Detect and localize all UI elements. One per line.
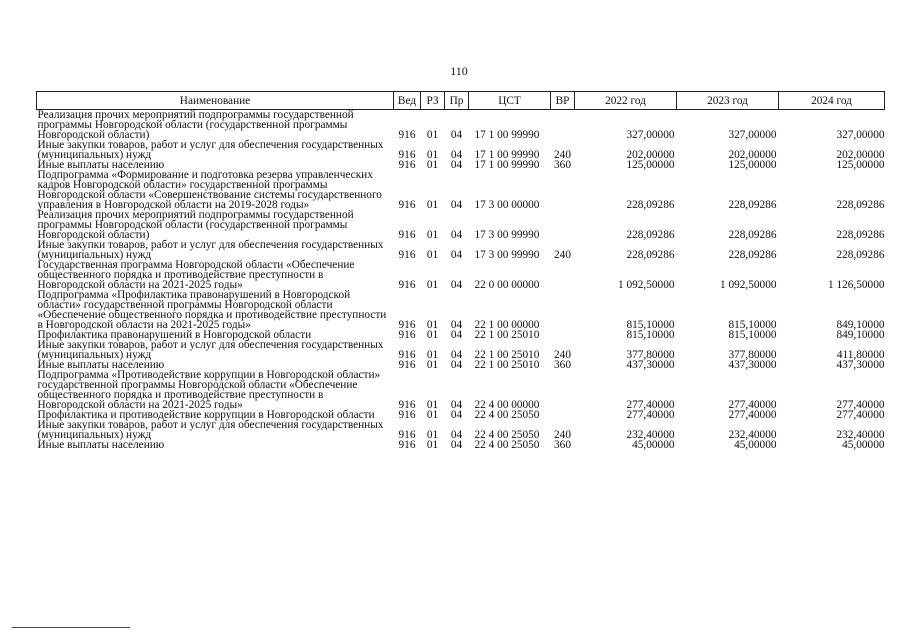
cell-2022: 45,00000 <box>632 439 675 451</box>
cell-ved: 916 <box>398 149 416 161</box>
cell-vr <box>551 330 575 340</box>
cell-rz: 01 <box>426 199 439 211</box>
cell-vr <box>551 370 575 410</box>
table-row <box>37 260 885 290</box>
cell-2022: 202,00000 <box>626 149 675 161</box>
cell-2024: 228,09286 <box>836 229 885 241</box>
cell-pr: 04 <box>450 399 463 411</box>
cell-2023: 232,40000 <box>728 429 777 441</box>
cell-pr: 04 <box>450 199 463 211</box>
cell-vr: 360 <box>554 159 571 171</box>
cell-vr <box>551 170 575 210</box>
cell-rz: 01 <box>426 439 439 451</box>
cell-2024: 228,09286 <box>836 249 885 261</box>
cell-pr: 04 <box>450 429 463 441</box>
cell-ved: 916 <box>398 439 416 451</box>
cell-2022: 815,10000 <box>626 329 675 341</box>
cell-rz: 01 <box>426 279 439 291</box>
cell-2023: 377,80000 <box>728 349 777 361</box>
cell-2024: 45,00000 <box>842 439 885 451</box>
cell-ved: 916 <box>398 319 416 331</box>
cell-2022: 277,40000 <box>626 399 675 411</box>
cell-pr: 04 <box>450 409 463 421</box>
cell-cst: 22 4 00 25050 <box>474 409 540 421</box>
table-row <box>37 340 885 360</box>
cell-rz: 01 <box>426 159 439 171</box>
cell-2023: 202,00000 <box>728 149 777 161</box>
cell-name: Реализация прочих мероприятий подпрограммы государственной программы Новгородской области (государственной программы Новгородской области) <box>37 109 354 141</box>
cell-2024: 125,00000 <box>836 159 885 171</box>
header-2024: 2024 год <box>779 92 885 110</box>
cell-2022: 327,00000 <box>626 129 675 141</box>
cell-2024: 1 126,50000 <box>828 279 885 291</box>
cell-pr: 04 <box>450 129 463 141</box>
cell-name: Иные выплаты населению <box>37 439 165 451</box>
table-row <box>37 170 885 210</box>
cell-2022: 228,09286 <box>626 199 675 211</box>
cell-ved: 916 <box>398 359 416 371</box>
cell-pr: 04 <box>450 279 463 291</box>
header-pr: Пр <box>445 92 469 110</box>
cell-rz: 01 <box>426 149 439 161</box>
header-2022: 2022 год <box>575 92 677 110</box>
cell-cst: 22 0 00 00000 <box>474 279 540 291</box>
cell-pr: 04 <box>450 149 463 161</box>
cell-ved: 916 <box>398 349 416 361</box>
cell-vr <box>551 260 575 290</box>
header-rz: РЗ <box>421 92 445 110</box>
table-row <box>37 440 885 450</box>
cell-name: Иные закупки товаров, работ и услуг для обеспечения государственных (муниципальных) нужд <box>37 139 384 161</box>
cell-2024: 232,40000 <box>836 429 885 441</box>
cell-cst: 17 3 00 99990 <box>474 249 540 261</box>
cell-vr <box>551 210 575 240</box>
cell-rz: 01 <box>426 319 439 331</box>
cell-name: Иные закупки товаров, работ и услуг для обеспечения государственных (муниципальных) нужд <box>37 339 384 361</box>
cell-2024: 849,10000 <box>836 319 885 331</box>
cell-pr: 04 <box>450 319 463 331</box>
table-row <box>37 210 885 240</box>
header-ved: Вед <box>394 92 421 110</box>
cell-rz: 01 <box>426 429 439 441</box>
cell-rz: 01 <box>426 399 439 411</box>
cell-name: Подпрограмма «Профилактика правонарушений в Новгородской области» государственной программы Новгородской области «Обеспечение общественного порядка и противодействие преступности в Новгородской области на 2021-2025 годы» <box>37 289 387 331</box>
footnote-divider <box>12 627 130 628</box>
cell-vr: 240 <box>554 429 571 441</box>
cell-cst: 22 1 00 25010 <box>474 359 540 371</box>
cell-rz: 01 <box>426 409 439 421</box>
table-row <box>37 140 885 160</box>
cell-cst: 22 4 00 25050 <box>474 439 540 451</box>
cell-rz: 01 <box>426 349 439 361</box>
cell-name: Иные выплаты населению <box>37 159 165 171</box>
cell-2024: 228,09286 <box>836 199 885 211</box>
cell-2023: 45,00000 <box>734 439 777 451</box>
cell-2022: 815,10000 <box>626 319 675 331</box>
cell-2022: 232,40000 <box>626 429 675 441</box>
cell-pr: 04 <box>450 359 463 371</box>
cell-2022: 125,00000 <box>626 159 675 171</box>
cell-cst: 22 1 00 25010 <box>474 349 540 361</box>
cell-rz: 01 <box>426 359 439 371</box>
cell-name: Реализация прочих мероприятий подпрограммы государственной программы Новгородской области (государственной программы Новгородской области) <box>37 209 354 241</box>
cell-2024: 437,30000 <box>836 359 885 371</box>
cell-2024: 411,80000 <box>836 349 885 361</box>
cell-vr <box>551 110 575 141</box>
cell-name: Иные закупки товаров, работ и услуг для обеспечения государственных (муниципальных) нужд <box>37 419 384 441</box>
cell-2024: 277,40000 <box>836 399 885 411</box>
cell-name: Иные выплаты населению <box>37 359 165 371</box>
table-row <box>37 370 885 410</box>
cell-vr: 240 <box>554 249 571 261</box>
cell-2022: 1 092,50000 <box>618 279 675 291</box>
cell-pr: 04 <box>450 229 463 241</box>
cell-ved: 916 <box>398 249 416 261</box>
cell-pr: 04 <box>450 249 463 261</box>
cell-pr: 04 <box>450 349 463 361</box>
cell-2024: 849,10000 <box>836 329 885 341</box>
cell-2022: 228,09286 <box>626 249 675 261</box>
cell-ved: 916 <box>398 409 416 421</box>
table-row <box>37 240 885 260</box>
cell-cst: 17 1 00 99990 <box>474 159 540 171</box>
cell-rz: 01 <box>426 229 439 241</box>
cell-cst: 22 4 00 00000 <box>474 399 540 411</box>
cell-2023: 815,10000 <box>728 319 777 331</box>
cell-2024: 277,40000 <box>836 409 885 421</box>
page-number: 110 <box>450 64 468 78</box>
cell-ved: 916 <box>398 229 416 241</box>
budget-table <box>36 91 885 450</box>
cell-cst: 17 1 00 99990 <box>474 129 540 141</box>
cell-2023: 228,09286 <box>728 229 777 241</box>
cell-pr: 04 <box>450 439 463 451</box>
cell-pr: 04 <box>450 159 463 171</box>
cell-vr: 240 <box>554 349 571 361</box>
cell-rz: 01 <box>426 129 439 141</box>
cell-cst: 17 3 00 00000 <box>474 199 540 211</box>
cell-pr: 04 <box>450 329 463 341</box>
cell-name: Подпрограмма «Формирование и подготовка резерва управленческих кадров Новгородской области» государственной программы Новгородской области «Совершенствование системы государственного управления в Новгородской области на 2019-2028 годы» <box>37 169 382 211</box>
cell-name: Профилактика правонарушений в Новгородской области <box>37 329 312 341</box>
cell-name: Государственная программа Новгородской области «Обеспечение общественного порядка и противодействие преступности в Новгородской области на 2021-2025 годы» <box>37 259 355 291</box>
cell-vr: 360 <box>554 439 571 451</box>
cell-2023: 437,30000 <box>728 359 777 371</box>
header-vr: ВР <box>551 92 575 110</box>
cell-2022: 228,09286 <box>626 229 675 241</box>
header-name: Наименование <box>37 92 394 110</box>
cell-name: Иные закупки товаров, работ и услуг для обеспечения государственных (муниципальных) нужд <box>37 239 384 261</box>
cell-name: Профилактика и противодействие коррупции в Новгородской области <box>37 409 375 421</box>
cell-2023: 815,10000 <box>728 329 777 341</box>
cell-cst: 22 1 00 00000 <box>474 319 540 331</box>
cell-2023: 228,09286 <box>728 199 777 211</box>
header-2023: 2023 год <box>677 92 779 110</box>
cell-2022: 377,80000 <box>626 349 675 361</box>
cell-ved: 916 <box>398 399 416 411</box>
cell-2023: 277,40000 <box>728 399 777 411</box>
cell-vr: 360 <box>554 359 571 371</box>
cell-2023: 1 092,50000 <box>720 279 777 291</box>
cell-vr: 240 <box>554 149 571 161</box>
cell-ved: 916 <box>398 279 416 291</box>
cell-ved: 916 <box>398 429 416 441</box>
cell-2023: 327,00000 <box>728 129 777 141</box>
cell-ved: 916 <box>398 199 416 211</box>
cell-2023: 277,40000 <box>728 409 777 421</box>
cell-vr <box>551 410 575 420</box>
cell-2024: 202,00000 <box>836 149 885 161</box>
cell-rz: 01 <box>426 329 439 341</box>
cell-ved: 916 <box>398 129 416 141</box>
cell-ved: 916 <box>398 159 416 171</box>
cell-vr <box>551 290 575 330</box>
cell-cst: 17 1 00 99990 <box>474 149 540 161</box>
cell-2024: 327,00000 <box>836 129 885 141</box>
cell-2022: 437,30000 <box>626 359 675 371</box>
table-row <box>37 110 885 141</box>
cell-2023: 125,00000 <box>728 159 777 171</box>
table-body <box>37 110 885 451</box>
cell-2023: 228,09286 <box>728 249 777 261</box>
cell-name: Подпрограмма «Противодействие коррупции в Новгородской области» государственной программы Новгородской области «Обеспечение общественного порядка и противодействие преступности в Новгородской области на 2021-2025 годы» <box>37 369 381 411</box>
table-row <box>37 420 885 440</box>
cell-rz: 01 <box>426 249 439 261</box>
cell-cst: 17 3 00 99990 <box>474 229 540 241</box>
cell-2022: 277,40000 <box>626 409 675 421</box>
cell-cst: 22 1 00 25010 <box>474 329 540 341</box>
cell-ved: 916 <box>398 329 416 341</box>
table-row <box>37 290 885 330</box>
table-header-row <box>37 92 885 110</box>
header-cst: ЦСТ <box>469 92 551 110</box>
cell-cst: 22 4 00 25050 <box>474 429 540 441</box>
